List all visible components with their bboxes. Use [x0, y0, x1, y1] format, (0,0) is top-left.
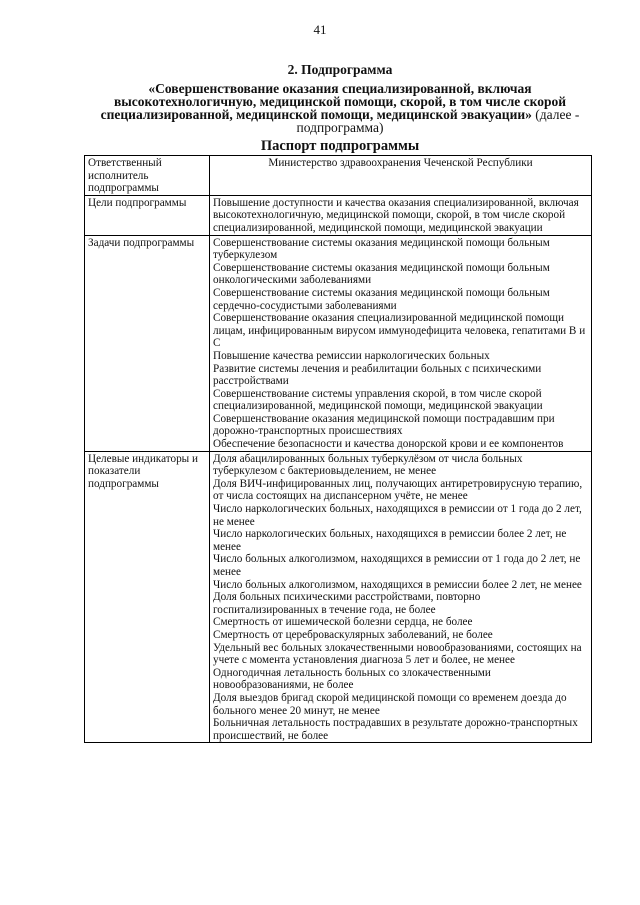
task-item: Совершенствование системы управления скорой, в том числе скорой специализированной, медицинской помощи, медицинской эвакуации — [213, 387, 543, 413]
indicator-item: Доля выездов бригад скорой медицинской помощи со временем доезда до больного менее 20 минут, не менее — [213, 691, 567, 717]
indicator-item: Число больных алкоголизмом, находящихся в ремиссии более 2 лет, не менее — [213, 578, 582, 591]
row-value-tasks — [210, 235, 592, 451]
page-number: 41 — [313, 22, 327, 37]
indicator-item: Больничная летальность пострадавших в результате дорожно-транспортных происшествий, не более — [213, 717, 578, 742]
indicator-item: Число больных алкоголизмом, находящихся в ремиссии от 1 года до 2 лет, не менее — [213, 553, 581, 578]
task-item: Обеспечение безопасности и качества донорской крови и ее компонентов — [213, 438, 564, 451]
indicator-item: Смертность от ишемической болезни сердца, не более — [213, 616, 473, 629]
row-value-goals: Повышение доступности и качества оказания специализированной, включая высокотехнологичную, медицинской помощи, скорой, в том числе скорой специализированной, медицинской помощи, медицинской эвакуации — [210, 195, 592, 235]
row-label-tasks: Задачи подпрограммы — [85, 235, 210, 451]
indicator-item: Доля ВИЧ-инфицированных лиц, получающих антиретровирусную терапию, от числа состоящих на диспансерном учёте, не менее — [213, 477, 583, 503]
task-item: Совершенствование системы оказания медицинской помощи больным туберкулезом — [213, 236, 550, 262]
task-item: Совершенствование системы оказания медицинской помощи больным онкологическими заболеваниями — [213, 261, 550, 287]
indicator-item: Число наркологических больных, находящихся в ремиссии более 2 лет, не менее — [213, 528, 567, 553]
passport-table — [84, 155, 592, 743]
indicator-item: Одногодичная летальность больных со злокачественными новообразованиями, не более — [213, 666, 491, 692]
row-label-indicators: Целевые индикаторы и показатели подпрограммы — [85, 451, 210, 743]
row-label-goals: Цели подпрограммы — [85, 195, 210, 235]
table-row-goals — [85, 195, 592, 235]
task-item: Совершенствование оказания медицинской помощи пострадавшим при дорожно-транспортных происшествиях — [213, 412, 555, 438]
task-item: Совершенствование оказания специализированной медицинской помощи лицам, инфицированным вирусом иммунодефицита человека, гепатитами В и С — [213, 312, 586, 350]
row-value-indicators — [210, 451, 592, 743]
indicator-item: Доля абацилированных больных туберкулёзом от числа больных туберкулезом с бактериовыделением, не менее — [213, 452, 523, 478]
table-row-tasks — [85, 235, 592, 451]
task-item: Развитие системы лечения и реабилитации больных с психическими расстройствами — [213, 362, 542, 388]
subprogram-title-block — [80, 82, 600, 134]
subprogram-title-suffix: (далее - подпрограмма) — [296, 107, 580, 135]
indicator-item: Смертность от цереброваскулярных заболеваний, не более — [213, 628, 493, 641]
task-item: Повышение качества ремиссии наркологических больных — [213, 349, 490, 362]
passport-heading: Паспорт подпрограммы — [260, 138, 420, 154]
indicator-item: Доля больных психическими расстройствами, повторно госпитализированных в течение года, не более — [213, 591, 481, 616]
subprogram-title: «Совершенствование оказания специализированной, включая высокотехнологичную, медицинской помощи, скорой, в том числе скорой специализированной, медицинской помощи, медицинской эвакуации» — [100, 81, 567, 122]
table-row-responsible — [85, 156, 592, 196]
indicator-item: Удельный вес больных злокачественными новообразованиями, состоящих на учете с момента установления диагноза 5 лет и более, не менее — [213, 641, 582, 667]
indicator-item: Число наркологических больных, находящихся в ремиссии от 1 года до 2 лет, не менее — [213, 503, 582, 528]
row-value-responsible: Министерство здравоохранения Чеченской Республики — [210, 156, 592, 196]
row-label-responsible: Ответственный исполнитель подпрограммы — [85, 156, 210, 196]
task-item: Совершенствование системы оказания медицинской помощи больным сердечно-сосудистыми заболеваниями — [213, 286, 550, 312]
table-row-indicators — [85, 451, 592, 743]
section-heading: 2. Подпрограмма — [287, 62, 393, 77]
